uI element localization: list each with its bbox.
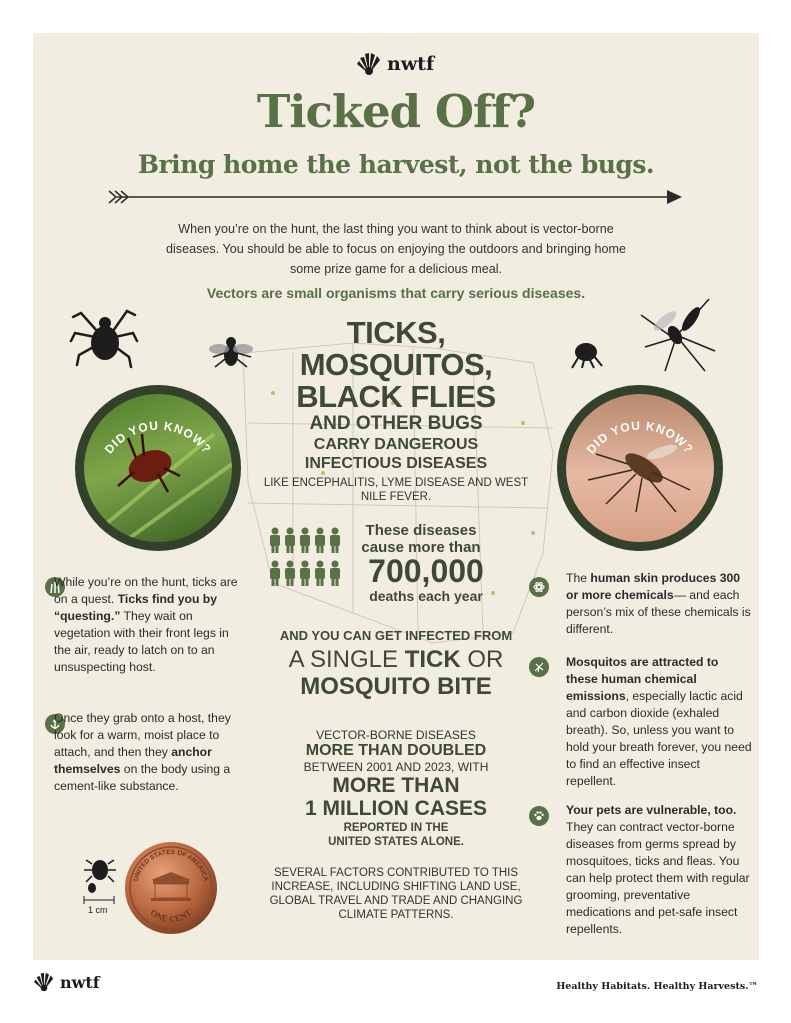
headline-mosquitos: MOSQUITOS, (299, 347, 493, 382)
paw-icon (529, 806, 549, 826)
left-paragraph-1-text (54, 574, 242, 676)
headline-other-bugs: AND OTHER BUGS (309, 413, 483, 434)
footer-logo-text: nwtf (60, 972, 100, 992)
diseases-text (351, 522, 491, 556)
infographic-panel (33, 33, 759, 960)
vb-line-2: MORE THAN DOUBLED (305, 742, 487, 759)
left-paragraph-2-text (54, 710, 244, 795)
penny-image (123, 840, 219, 936)
right-p2-c: , especially lactic acid and carbon dioxide (exhaled breath). So, unless you want to hold your breath forever, you need to find an effective insect repellent. (566, 689, 752, 788)
headline-infectious: INFECTIOUS DISEASES (304, 455, 488, 472)
disease-examples: LIKE ENCEPHALITIS, LYME DISEASE AND WEST NILE FEVER. (263, 477, 529, 503)
diseases-line-2: cause more than (361, 539, 481, 556)
left-p2-b: anchor themselves (54, 745, 212, 776)
left-did-you-know-badge (75, 385, 241, 551)
left-p2-a: Once they grab onto a host, they look for a warm, moist place to attach, and then they (54, 711, 231, 759)
vb-line-4-5 (258, 774, 534, 820)
vb-more-than: MORE THAN (332, 774, 460, 797)
right-paragraph-2-text (566, 654, 752, 790)
deaths-number: 700,000 (368, 553, 484, 589)
people-icons (269, 527, 349, 587)
diseases-line-1: These diseases (365, 522, 477, 539)
vectors-line: Vectors are small organisms that carry serious diseases. (206, 285, 586, 301)
right-p3-b: Your pets are vulnerable, too. (566, 803, 737, 817)
vb-line-1: VECTOR-BORNE DISEASES (316, 728, 476, 742)
right-badge-text: DID YOU KNOW? (583, 418, 697, 457)
tick-icon (69, 303, 139, 371)
headline-black-flies: BLACK FLIES (296, 379, 496, 414)
right-did-you-know-badge (557, 385, 723, 551)
left-p1-a: While you’re on the hunt, ticks are on a quest. (54, 575, 238, 606)
infected-line: AND YOU CAN GET INFECTED FROM (279, 628, 513, 643)
footer-tagline: Healthy Habitats. Healthy Harvests.™ (556, 981, 758, 992)
right-paragraph-3-text (566, 802, 752, 938)
turkey-logo-icon (356, 52, 382, 76)
vb-line-3: BETWEEN 2001 AND 2023, WITH (303, 760, 489, 774)
single-a: A SINGLE (288, 646, 405, 673)
right-badge-curved-text (557, 385, 723, 551)
footer-logo (33, 972, 100, 992)
top-logo (356, 52, 434, 76)
flea-icon (568, 336, 604, 370)
headline-ticks: TICKS, (346, 315, 446, 350)
right-p1-a: The (566, 571, 591, 585)
vb-million-cases: 1 MILLION CASES (304, 797, 488, 820)
fly-icon (209, 333, 255, 373)
mosquito-bite-line: MOSQUITO BITE (300, 673, 492, 700)
left-p2-c: on the body using a cement-like substance. (54, 762, 231, 793)
left-p1-b: Ticks find you by “questing.” (54, 592, 218, 623)
left-p1-c: They wait on vegetation with their front legs in the air, ready to latch on to an unsuspecting host. (54, 609, 229, 674)
svg-text:DID YOU KNOW? (584, 419, 697, 457)
headline-carry (258, 435, 534, 473)
single-or: OR (460, 646, 504, 673)
arrow-divider (107, 189, 685, 205)
molecule-icon (529, 577, 549, 597)
mosquito-icon (635, 295, 719, 375)
right-p2-b: Mosquitos are attracted to these human chemical emissions (566, 655, 719, 703)
penny-top-text: UNITED STATES OF AMERICA (132, 848, 210, 883)
page-title: Ticked Off? (256, 85, 536, 138)
logo-text: nwtf (387, 53, 435, 75)
scale-label: 1 cm (88, 905, 108, 915)
svg-text:DID YOU KNOW? (102, 419, 215, 457)
right-p1-b: human skin produces 300 or more chemicals (566, 571, 741, 602)
headline-carry-dangerous: CARRY DANGEROUS (313, 436, 479, 453)
deaths-line: deaths each year (369, 588, 483, 604)
left-badge-curved-text (75, 385, 241, 551)
penny-bottom-text: ONE CENT (148, 907, 194, 925)
factors-paragraph: SEVERAL FACTORS CONTRIBUTED TO THIS INCREASE, INCLUDING SHIFTING LAND USE, GLOBAL TRAVEL AND TRADE AND CHANGING CLIMATE PATTERNS. (269, 867, 523, 921)
intro-paragraph: When you’re on the hunt, the last thing you want to think about is vector-borne diseases. You should be able to focus on enjoying the outdoors and bringing home some prize game for a delicious meal. (165, 222, 626, 276)
right-paragraph-1-text (566, 570, 752, 638)
single-tick: TICK (404, 646, 461, 673)
left-badge-text: DID YOU KNOW? (101, 418, 215, 457)
headline-bugs (258, 317, 534, 413)
right-p3-c: They can contract vector-borne diseases from germs spread by mosquitoes, ticks and fleas. You can help protect them with regular grooming, preventative medications and pet-safe insect repellents. (566, 820, 750, 936)
vb-line-6-7 (258, 821, 534, 849)
vb-us-alone: UNITED STATES ALONE. (328, 836, 464, 848)
right-p1-c: — and each person’s mix of these chemicals is different. (566, 588, 751, 636)
page-subtitle: Bring home the harvest, not the bugs. (137, 150, 655, 179)
single-tick-line (233, 646, 559, 673)
mosquito-small-icon (529, 657, 549, 677)
vb-reported: REPORTED IN THE (343, 822, 449, 834)
turkey-logo-icon-footer (33, 972, 55, 992)
